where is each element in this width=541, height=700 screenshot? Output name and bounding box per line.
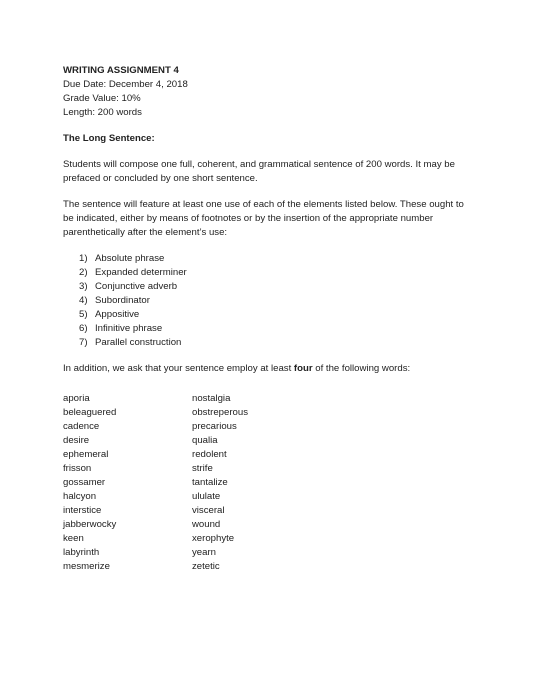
word-column-left <box>63 392 116 574</box>
list-label: Expanded determiner <box>95 267 187 278</box>
word-item: visceral <box>192 505 225 516</box>
list-number: 6) <box>79 323 88 334</box>
word-item: labyrinth <box>63 547 100 558</box>
list-label: Parallel construction <box>95 337 182 348</box>
list-item <box>79 308 483 322</box>
word-item: gossamer <box>63 477 106 488</box>
document-page <box>63 64 483 572</box>
addition-emphasis: four <box>293 363 313 374</box>
word-item: jabberwocky <box>63 519 117 530</box>
paragraph-line: parenthetically after the element’s use: <box>63 227 228 238</box>
list-number: 1) <box>79 253 88 264</box>
word-column-right <box>192 392 248 574</box>
grade-value: Grade Value: 10% <box>63 93 141 104</box>
word-item: qualia <box>192 435 218 446</box>
word-item: beleaguered <box>63 407 117 418</box>
word-item: strife <box>192 463 213 474</box>
word-item: nostalgia <box>192 393 231 404</box>
elements-list <box>63 252 483 350</box>
word-item: cadence <box>63 421 100 432</box>
addition-text: of the following words: <box>312 363 411 374</box>
paragraph-line: be indicated, either by means of footnotes or by the insertion of the appropriate number <box>63 213 434 224</box>
list-number: 4) <box>79 295 88 306</box>
word-item: wound <box>192 519 221 530</box>
word-item: redolent <box>192 449 227 460</box>
list-label: Infinitive phrase <box>95 323 163 334</box>
word-item: mesmerize <box>63 561 110 572</box>
word-item: keen <box>63 533 84 544</box>
list-item <box>79 336 483 350</box>
elements-paragraph <box>63 198 475 240</box>
word-item: desire <box>63 435 90 446</box>
paragraph-line: The sentence will feature at least one use of each of the elements listed below. These ought to <box>63 199 464 210</box>
word-item: ephemeral <box>63 449 109 460</box>
word-item: zetetic <box>192 561 220 572</box>
word-item: tantalize <box>192 477 228 488</box>
word-item: yearn <box>192 547 216 558</box>
list-number: 2) <box>79 267 88 278</box>
list-item <box>79 252 483 266</box>
word-item: obstreperous <box>192 407 248 418</box>
list-label: Subordinator <box>95 295 150 306</box>
word-item: xerophyte <box>192 533 235 544</box>
paragraph-line: prefaced or concluded by one short sentence. <box>63 173 258 184</box>
section-heading: The Long Sentence: <box>63 133 155 144</box>
paragraph-line: Students will compose one full, coherent, and grammatical sentence of 200 words. It may be <box>63 159 455 170</box>
addition-text: In addition, we ask that your sentence employ at least <box>63 363 294 374</box>
word-item: frisson <box>63 463 92 474</box>
word-item: interstice <box>63 505 102 516</box>
word-item: ululate <box>192 491 221 502</box>
length-requirement: Length: 200 words <box>63 107 142 118</box>
list-label: Appositive <box>95 309 140 320</box>
instructions-paragraph <box>63 158 475 186</box>
list-item <box>79 322 483 336</box>
list-item <box>79 266 483 280</box>
list-label: Conjunctive adverb <box>95 281 178 292</box>
list-number: 5) <box>79 309 88 320</box>
list-item <box>79 280 483 294</box>
list-number: 7) <box>79 337 88 348</box>
due-date: Due Date: December 4, 2018 <box>63 79 188 90</box>
list-label: Absolute phrase <box>95 253 165 264</box>
addition-sentence <box>63 362 483 376</box>
word-item: precarious <box>192 421 237 432</box>
list-item <box>79 294 483 308</box>
word-item: aporia <box>63 393 90 404</box>
list-number: 3) <box>79 281 88 292</box>
word-item: halcyon <box>63 491 97 502</box>
assignment-title: WRITING ASSIGNMENT 4 <box>63 65 179 76</box>
